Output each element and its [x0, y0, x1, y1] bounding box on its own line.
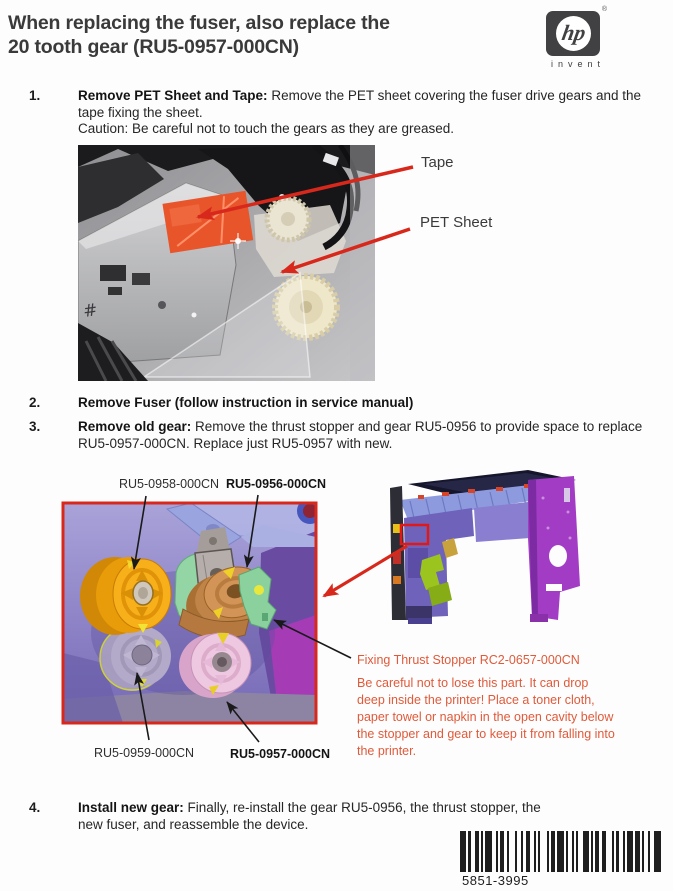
- step-4-bold-text: Install new gear:: [78, 800, 184, 815]
- tape-label: Tape: [421, 154, 454, 171]
- hp-logo-tagline: invent: [551, 59, 606, 69]
- step-3-bold-text: Remove old gear:: [78, 419, 192, 434]
- step-4-number: 4.: [29, 800, 41, 815]
- pet-sheet-label: PET Sheet: [420, 214, 493, 231]
- step-3: [29, 418, 660, 452]
- part-label-ru5-0959: RU5-0959-000CN: [94, 746, 195, 760]
- hp-logo: [546, 6, 607, 69]
- part-label-ru5-0958: RU5-0958-000CN: [119, 477, 220, 491]
- part-label-ru5-0956: RU5-0956-000CN: [226, 477, 327, 491]
- hp-logo-mark: hp: [559, 19, 588, 45]
- step-3-text: Remove the thrust stopper and gear RU5-0956 to provide space to replace RU5-0957-000CN. Replace just RU5-0957 with new.: [78, 419, 643, 451]
- printer-chassis-image: [390, 470, 580, 624]
- barcode: [460, 831, 661, 872]
- step-1-bold-text: Remove PET Sheet and Tape:: [78, 88, 268, 103]
- page-title: [8, 11, 390, 59]
- title-line-1: When replacing the fuser, also replace the: [8, 12, 390, 34]
- barcode-label: 5851-3995: [462, 873, 529, 888]
- registered-trademark-symbol: ®: [601, 6, 607, 13]
- part-label-ru5-0957: RU5-0957-000CN: [230, 747, 331, 761]
- step-4: [29, 799, 556, 833]
- step-3-number: 3.: [29, 419, 41, 434]
- title-line-2: 20 tooth gear (RU5-0957-000CN): [8, 36, 299, 58]
- step-2-number: 2.: [29, 395, 41, 410]
- step-1-text: Remove the PET sheet covering the fuser drive gears and the tape fixing the sheet.: [78, 88, 642, 120]
- fuser-photo: [78, 145, 375, 381]
- barcode-bar: [654, 831, 660, 872]
- svg-text:#: #: [81, 300, 99, 322]
- gear-closeup-image: [63, 498, 323, 723]
- thrust-stopper-note-body: Be careful not to lose this part. It can drop deep inside the printer! Place a toner cloth, paper towel or napkin in the open cavity below the stopper and gear to keep it from falling into the printer.: [357, 676, 615, 758]
- thrust-stopper-note-title: Fixing Thrust Stopper RC2-0657-000CN: [357, 653, 580, 667]
- step-1: [29, 87, 655, 121]
- step-4-text: Finally, re-install the gear RU5-0956, the thrust stopper, the new fuser, and reassemble the device.: [78, 800, 541, 832]
- step-1-number: 1.: [29, 88, 41, 103]
- hp-logo-circle: [556, 16, 591, 51]
- hp-logo-icon: [546, 6, 607, 56]
- step-1-caution: Caution: Be careful not to touch the gears as they are greased.: [78, 121, 454, 136]
- step-2-bold-text: Remove Fuser (follow instruction in service manual): [78, 395, 414, 410]
- step-2: [29, 394, 638, 411]
